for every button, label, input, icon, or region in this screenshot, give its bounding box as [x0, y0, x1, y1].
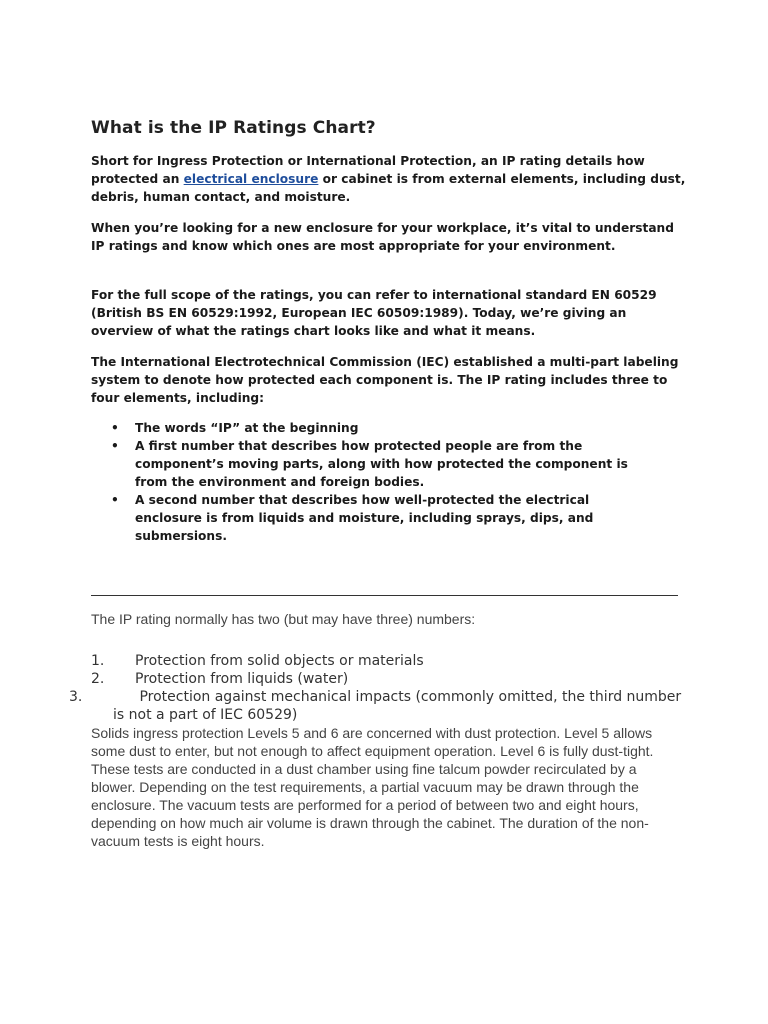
paragraph-intro-text-before: Short for Ingress Protection or International Protection, an IP rating details how protected an	[91, 154, 645, 186]
bullet-item: • A first number that describes how protected people are from the component’s moving parts, along with how protected the component is from the environment and foreign bodies.	[111, 437, 651, 491]
paragraph-standard: For the full scope of the ratings, you can refer to international standard EN 60529 (British BS EN 60529:1992, European IEC 60509:1989). Today, we’re giving an overview of what the ratings chart looks like and what it means.	[91, 288, 657, 338]
paragraph-intro	[91, 152, 691, 206]
bullet-item: • The words “IP” at the beginning	[111, 419, 651, 437]
dust-protection-paragraph: Solids ingress protection Levels 5 and 6 are concerned with dust protection. Level 5 allows some dust to enter, but not enough to affect equipment operation. Level 6 is fully dust-tight. These tests are conducted in a dust chamber using fine talcum powder recirculated by a blower. Depending on the test requirements, a partial vacuum may be drawn through the enclosure. The vacuum tests are performed for a period of between two and eight hours, depending on how much air volume is drawn through the cabinet. The duration of the non-vacuum tests is eight hours.	[91, 725, 654, 849]
numbers-intro: The IP rating normally has two (but may have three) numbers:	[91, 611, 476, 627]
electrical-enclosure-link[interactable]: electrical enclosure	[183, 172, 319, 186]
bullet-list	[111, 419, 651, 545]
paragraph-iec: The International Electrotechnical Commission (IEC) established a multi-part labeling system to denote how protected each component is. The IP rating includes three to four elements, including:	[91, 355, 679, 405]
numbered-item-text: Protection from liquids (water)	[135, 671, 349, 687]
numbered-item-number: 1.	[91, 653, 105, 669]
numbered-item	[91, 652, 691, 670]
numbered-item-number: 3.	[69, 689, 83, 705]
page-title: What is the IP Ratings Chart?	[91, 118, 376, 138]
numbered-list	[69, 652, 691, 724]
numbered-item	[69, 688, 691, 724]
numbered-item-text: Protection against mechanical impacts (commonly omitted, the third number is not a part of IEC 60529)	[113, 689, 682, 723]
numbered-item-text: Protection from solid objects or materials	[135, 653, 424, 669]
numbered-item-number: 2.	[91, 671, 105, 687]
paragraph-intro-text-after: or cabinet is from external elements, including dust, debris, human contact, and moisture.	[91, 172, 686, 204]
bullet-item: • A second number that describes how well-protected the electrical enclosure is from liquids and moisture, including sprays, dips, and submersions.	[111, 491, 651, 545]
paragraph-enclosure: When you’re looking for a new enclosure for your workplace, it’s vital to understand IP ratings and know which ones are most appropriate for your environment.	[91, 221, 674, 253]
horizontal-divider	[91, 595, 678, 596]
numbered-item	[91, 670, 691, 688]
